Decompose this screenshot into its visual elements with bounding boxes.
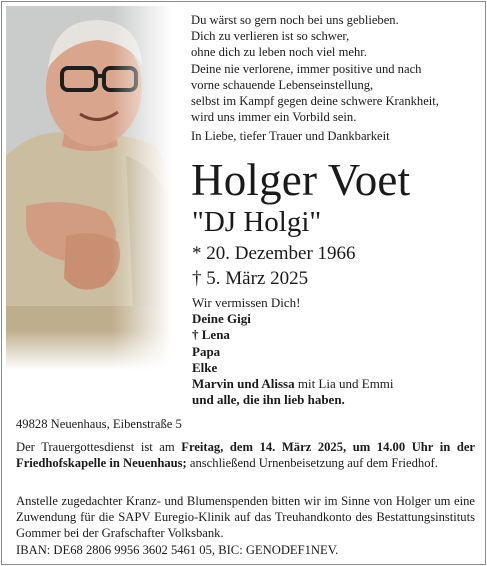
obituary-notice [1,1,486,565]
donation-info [16,493,475,558]
poem-line: vorne schauende Lebenseinstellung, [191,77,374,92]
service-text-end: anschließend Urnenbeisetzung auf dem Friedhof. [186,456,438,471]
poem-line: Deine nie verlorene, immer positive und nach [191,61,422,76]
service-date-place: Freitag, dem 14. März 2025, um 14.00 Uhr in der Friedhofskapelle in Neuenhaus; [16,440,475,471]
address: 49828 Neuenhaus, Eibenstraße 5 [16,417,182,431]
birth-date: * 20. Dezember 1966 [192,243,356,264]
family-line: Deine Gigi [192,311,251,327]
poem [191,12,439,125]
intro-line: In Liebe, tiefer Trauer und Dankbarkeit [191,129,390,143]
family-line: Elke [192,359,218,375]
poem-line: ohne dich zu leben noch viel mehr. [191,45,367,60]
family-line [192,376,394,392]
portrait-photo [6,6,172,370]
donation-text: Anstelle zugedachter Kranz- und Blumenspenden bitten wir im Sinne von Holger um eine Zuwendung für die SAPV Euregio-Klinik auf das Treuhandkonto des Bestattungsinstituts Gommer bei der Grafschafter Volksbank. [16,494,475,541]
family-line: † Lena [192,327,230,343]
death-date: † 5. März 2025 [192,268,309,289]
family-signatures [192,295,394,408]
family-names-bold: Marvin und Alissa [192,376,295,392]
miss-you-line: Wir vermissen Dich! [192,295,301,310]
poem-line: selbst im Kampf gegen deine schwere Krankheit, [191,94,439,109]
poem-line: Du wärst so gern noch bei uns geblieben. [191,13,399,27]
poem-line: Dich zu verlieren ist so schwer, [191,29,350,44]
bank-details: IBAN: DE68 2806 9956 3602 5461 05, BIC: GENODEF1NEV. [16,542,339,557]
deceased-name: Holger Voet [191,155,411,205]
service-info [16,439,475,471]
family-line: Papa [192,343,221,359]
poem-line: wird uns immer ein Vorbild sein. [191,110,357,125]
service-text: Der Trauergottesdienst ist am [16,440,182,454]
family-line: und alle, die ihn lieb haben. [192,392,345,408]
nickname: "DJ Holgi" [192,206,322,238]
family-names-rest: mit Lia und Emmi [294,376,394,392]
